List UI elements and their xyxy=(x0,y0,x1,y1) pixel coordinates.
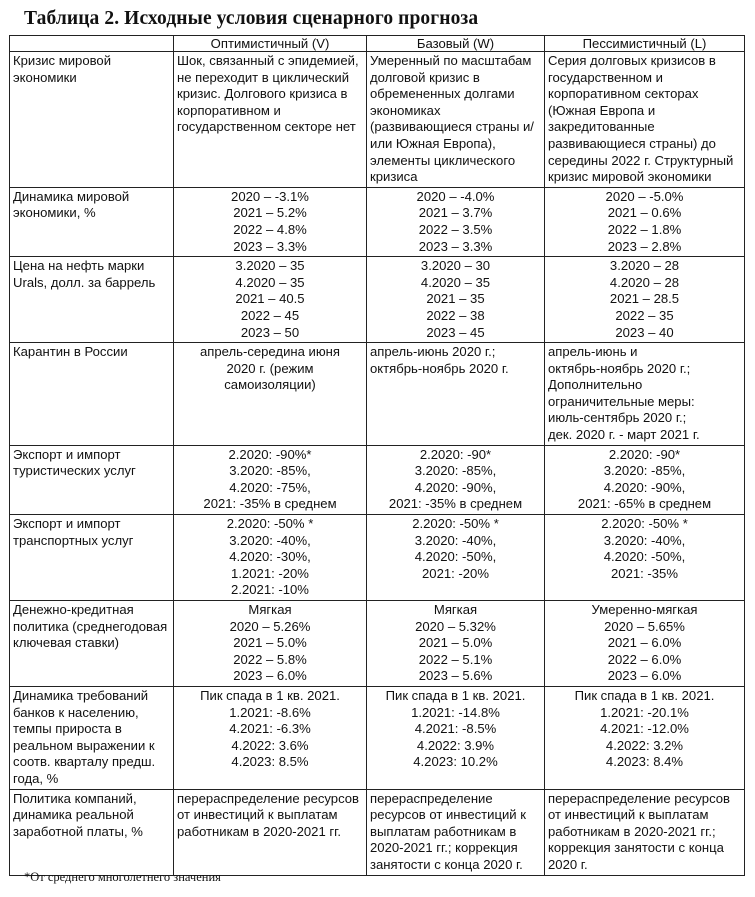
cell-tourism-pessimistic xyxy=(545,445,745,514)
cell-quarantine-optimistic xyxy=(174,343,367,446)
cell-line: 2022 – 5.1% xyxy=(418,651,493,667)
row-label-transport: Экспорт и импорт транспортных услуг xyxy=(10,515,174,601)
row-label-gdp: Динамика мировой экономики, % xyxy=(10,187,174,256)
cell-line: 2021 – 35 xyxy=(426,291,485,307)
table-row-wages xyxy=(10,789,745,875)
cell-line: 1.2021: -20.1% xyxy=(600,704,689,720)
row-label-quarantine: Карантин в России xyxy=(10,343,174,446)
cell-line: 2021 – 5.0% xyxy=(418,635,493,651)
cell-line: 2.2020: -50% * xyxy=(412,516,499,532)
table-body xyxy=(10,52,745,876)
cell-line: апрель-середина июня xyxy=(200,344,340,360)
table-row-credit xyxy=(10,686,745,789)
cell-oil-optimistic xyxy=(174,257,367,343)
cell-line: 2023 – 6.0% xyxy=(233,668,307,684)
row-label-monetary: Денежно-кредитная политика (среднегодовая ключевая ставки) xyxy=(10,601,174,687)
cell-credit-base xyxy=(367,686,545,789)
table-title: Таблица 2. Исходные условия сценарного прогноза xyxy=(24,8,479,29)
cell-line: 1.2021: -8.6% xyxy=(229,704,311,720)
cell-line: 3.2020: -85%, xyxy=(603,463,686,479)
cell-line: апрель-июнь и xyxy=(548,344,638,360)
cell-oil-base xyxy=(367,257,545,343)
cell-transport-base xyxy=(367,515,545,601)
cell-line: 3.2020: -85%, xyxy=(414,463,497,479)
cell-line: 2023 – 50 xyxy=(240,324,300,340)
cell-line: 2021: -35% в среднем xyxy=(388,496,523,512)
cell-gdp-base xyxy=(367,187,545,256)
cell-line: 2021 – 40.5 xyxy=(235,291,305,307)
cell-line: Пик спада в 1 кв. 2021. xyxy=(385,687,526,703)
cell-line: 4.2020: -75%, xyxy=(229,479,311,495)
cell-line: 4.2020 – 35 xyxy=(235,274,305,290)
cell-line: дек. 2020 г. - март 2021 г. xyxy=(548,427,700,443)
cell-line: Мягкая xyxy=(433,602,478,617)
cell-line: ограничительные меры: xyxy=(548,393,695,409)
cell-line: 2023 – 45 xyxy=(426,324,485,340)
cell-monetary-base xyxy=(367,601,545,687)
cell-line: 2022 – 35 xyxy=(615,307,674,323)
cell-line: 2022 – 38 xyxy=(426,307,485,323)
header-optimistic: Оптимистичный (V) xyxy=(174,36,367,52)
table-row-transport xyxy=(10,515,745,601)
cell-line: апрель-июнь 2020 г.; xyxy=(370,344,496,360)
cell-monetary-optimistic xyxy=(174,601,367,687)
row-label-oil: Цена на нефть марки Urals, долл. за баррель xyxy=(10,257,174,343)
cell-oil-pessimistic xyxy=(545,257,745,343)
cell-line: 4.2020 – 35 xyxy=(420,274,491,290)
cell-line: 2023 – 5.6% xyxy=(418,668,493,684)
cell-line: 2020 – -4.0% xyxy=(416,188,495,204)
table-row-quarantine xyxy=(10,343,745,446)
cell-line: Умеренно-мягкая xyxy=(591,602,698,617)
cell-line: 3.2020: -40%, xyxy=(603,532,686,548)
cell-line: 4.2022: 3.9% xyxy=(416,737,495,753)
cell-line: октябрь-ноябрь 2020 г. xyxy=(370,360,509,376)
cell-line: 2022 – 4.8% xyxy=(233,221,307,237)
cell-line: 4.2021: -6.3% xyxy=(229,721,311,737)
cell-gdp-pessimistic xyxy=(545,187,745,256)
cell-tourism-base xyxy=(367,445,545,514)
cell-line: 4.2020 – 28 xyxy=(609,274,680,290)
row-label-credit: Динамика требований банков к населению, темпы прироста в реальном выражении к соотв. кварталу предш. года, % xyxy=(10,686,174,789)
cell-line: 2021 – 0.6% xyxy=(607,205,682,221)
cell-line: 2.2021: -10% xyxy=(231,582,309,598)
cell-line: 3.2020 – 28 xyxy=(609,258,680,274)
cell-line: 2020 – 5.26% xyxy=(229,618,311,634)
cell-line: 2021: -65% в среднем xyxy=(577,496,712,512)
cell-line: 2021: -35% в среднем xyxy=(203,496,337,512)
header-empty xyxy=(10,36,174,52)
cell-crisis-base: Умеренный по масштабам долговой кризис в обремененных долгами экономиках (развивающиеся страны и/или Южная Европа), элементы циклического кризиса xyxy=(367,52,545,188)
cell-line: 4.2020: -90%, xyxy=(414,479,497,495)
cell-line: 2.2020: -50% * xyxy=(226,516,314,532)
cell-line: 2021: -35% xyxy=(611,565,678,581)
table-row-gdp xyxy=(10,187,745,256)
cell-quarantine-pessimistic xyxy=(545,343,745,446)
cell-line: 2023 – 2.8% xyxy=(607,238,682,254)
table-row-oil xyxy=(10,257,745,343)
cell-line: 4.2022: 3.6% xyxy=(231,737,309,753)
cell-line: 2021 – 6.0% xyxy=(607,635,682,651)
cell-crisis-optimistic: Шок, связанный с эпидемией, не переходит в циклический кризис. Долгового кризиса в корпоративном и государственном секторе нет xyxy=(174,52,367,188)
cell-monetary-pessimistic xyxy=(545,601,745,687)
cell-line: 1.2021: -14.8% xyxy=(411,704,500,720)
cell-line: 2020 – -3.1% xyxy=(231,188,309,204)
cell-line: 2020 – -5.0% xyxy=(605,188,684,204)
cell-line: 4.2021: -8.5% xyxy=(414,721,497,737)
cell-tourism-optimistic xyxy=(174,445,367,514)
cell-transport-pessimistic xyxy=(545,515,745,601)
cell-line: Пик спада в 1 кв. 2021. xyxy=(200,687,340,703)
cell-line: 4.2021: -12.0% xyxy=(600,721,689,737)
cell-wages-base: перераспределение ресурсов от инвестиций к выплатам работникам в 2020-2021 гг.; коррекция занятости с конца 2020 г. xyxy=(367,789,545,875)
cell-crisis-pessimistic: Серия долговых кризисов в государственном и корпоративном секторах (Южная Европа и закредитованные развивающиеся страны) до середины 2022 г. Структурный кризис мировой экономики xyxy=(545,52,745,188)
cell-line: 4.2020: -30%, xyxy=(229,549,311,565)
cell-line: 2.2020: -90* xyxy=(608,446,681,462)
cell-line: 2022 – 6.0% xyxy=(607,651,682,667)
cell-line: 2020 – 5.32% xyxy=(415,618,496,634)
cell-line: 4.2023: 10.2% xyxy=(413,754,498,770)
footnote: *От среднего многолетнего значения xyxy=(24,870,221,884)
cell-line: Дополнительно xyxy=(548,377,643,393)
cell-line: 2021 – 5.0% xyxy=(233,635,307,651)
cell-line: 4.2023: 8.4% xyxy=(605,754,684,770)
cell-line: 3.2020 – 30 xyxy=(420,258,491,274)
cell-line: 2021 – 5.2% xyxy=(233,205,307,221)
cell-line: 2021 – 3.7% xyxy=(418,205,493,221)
cell-line: 3.2020 – 35 xyxy=(235,258,305,274)
cell-wages-optimistic: перераспределение ресурсов от инвестиций к выплатам работникам в 2020-2021 гг. xyxy=(174,789,367,875)
cell-line: октябрь-ноябрь 2020 г.; xyxy=(548,360,691,376)
table-row-monetary xyxy=(10,601,745,687)
row-label-wages: Политика компаний, динамика реальной заработной платы, % xyxy=(10,789,174,875)
cell-line: 4.2020: -50%, xyxy=(603,549,686,565)
cell-line: 2021: -20% xyxy=(422,565,489,581)
header-base: Базовый (W) xyxy=(367,36,545,52)
cell-line: 2.2020: -90* xyxy=(419,446,492,462)
cell-line: самоизоляции) xyxy=(224,377,316,393)
cell-line: 2020 – 5.65% xyxy=(604,618,685,634)
cell-line: 2.2020: -90%* xyxy=(228,446,312,462)
cell-line: 3.2020: -40%, xyxy=(414,532,497,548)
cell-line: 2.2020: -50% * xyxy=(601,516,688,532)
row-label-crisis: Кризис мировой экономики xyxy=(10,52,174,188)
cell-line: 1.2021: -20% xyxy=(231,565,309,581)
cell-line: 2022 – 5.8% xyxy=(233,651,307,667)
cell-quarantine-base xyxy=(367,343,545,446)
cell-line: 2022 – 45 xyxy=(240,307,300,323)
cell-line: 2023 – 3.3% xyxy=(233,238,307,254)
cell-transport-optimistic xyxy=(174,515,367,601)
header-pessimistic: Пессимистичный (L) xyxy=(545,36,745,52)
cell-line: Мягкая xyxy=(248,602,292,617)
cell-line: 2020 г. (режим xyxy=(226,360,314,376)
cell-gdp-optimistic xyxy=(174,187,367,256)
cell-line: 4.2022: 3.2% xyxy=(605,737,684,753)
cell-line: 3.2020: -85%, xyxy=(229,463,311,479)
scenario-table xyxy=(9,35,745,876)
table-row-tourism xyxy=(10,445,745,514)
cell-line: 2021 – 28.5 xyxy=(609,291,680,307)
cell-line: 4.2020: -90%, xyxy=(603,479,686,495)
cell-line: 2023 – 3.3% xyxy=(418,238,493,254)
row-label-tourism: Экспорт и импорт туристических услуг xyxy=(10,445,174,514)
cell-line: июль-сентябрь 2020 г.; xyxy=(548,410,687,426)
cell-credit-pessimistic xyxy=(545,686,745,789)
cell-line: 4.2023: 8.5% xyxy=(231,754,309,770)
cell-line: 2022 – 3.5% xyxy=(418,221,493,237)
cell-line: 2023 – 40 xyxy=(615,324,674,340)
table-row-crisis xyxy=(10,52,745,188)
cell-wages-pessimistic: перераспределение ресурсов от инвестиций к выплатам работникам в 2020-2021 гг.; коррекция занятости с конца 2020 г. xyxy=(545,789,745,875)
cell-line: 4.2020: -50%, xyxy=(414,549,497,565)
cell-credit-optimistic xyxy=(174,686,367,789)
cell-line: 2023 – 6.0% xyxy=(607,668,682,684)
header-row xyxy=(10,36,745,52)
cell-line: Пик спада в 1 кв. 2021. xyxy=(574,687,715,703)
cell-line: 2022 – 1.8% xyxy=(607,221,682,237)
cell-line: 3.2020: -40%, xyxy=(229,532,311,548)
